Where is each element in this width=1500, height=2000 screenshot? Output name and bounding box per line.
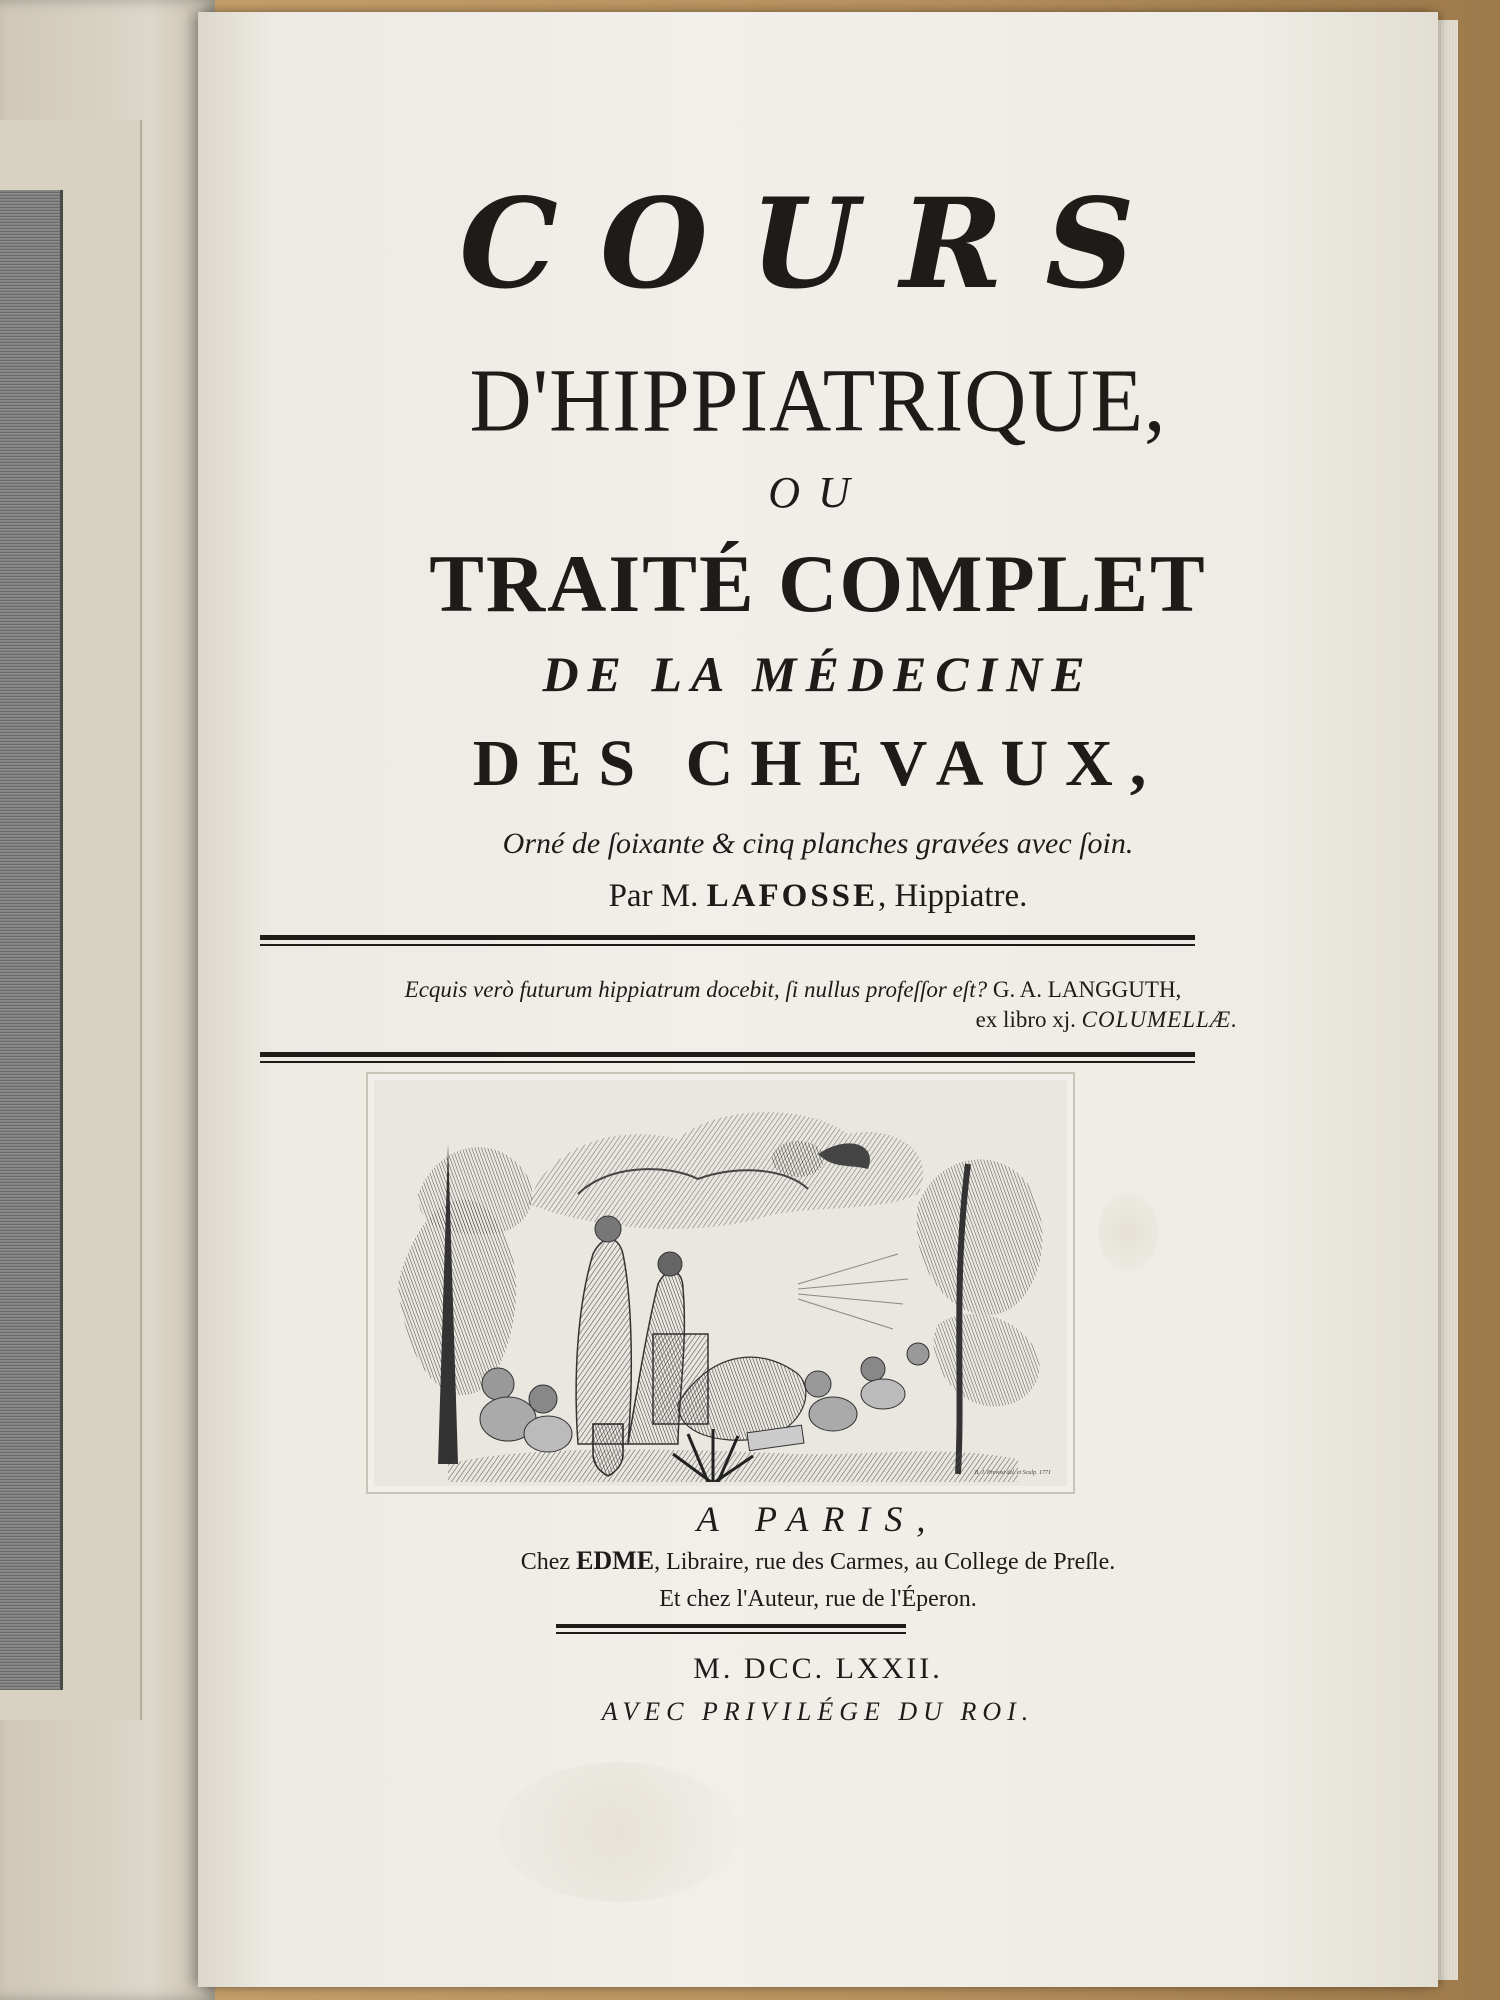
epigraph-source-name: COLUMELLÆ. xyxy=(1081,1007,1238,1032)
paper-stain xyxy=(498,1762,738,1902)
title-de-la-medecine: DE LA MÉDECINE xyxy=(542,646,1094,702)
imprint-publisher-line xyxy=(198,1546,1438,1576)
imprint-privilege: AVEC PRIVILÉGE DU ROI. xyxy=(601,1697,1035,1726)
byline-suffix: , Hippiatre. xyxy=(878,878,1028,914)
imprint-date: M. DCC. LXXII. xyxy=(693,1652,943,1685)
imprint-author-line: Et chez l'Auteur, rue de l'Éperon. xyxy=(659,1586,977,1612)
epigraph-quote-text: Ecquis verò futurum hippiatrum docebit, ſi nullus profeſſor eſt? xyxy=(404,977,988,1002)
engraver-credit: B. J. Prevost del. et Sculp. 1771 xyxy=(974,1470,1051,1476)
rule-top-thick xyxy=(260,935,1195,940)
allegorical-vignette-illustration xyxy=(378,1084,1063,1482)
page-stack-edge xyxy=(1436,20,1458,1980)
epigraph-source xyxy=(288,1007,1298,1033)
imprint-publisher-address: , Libraire, rue des Carmes, au College de Preſle. xyxy=(654,1549,1116,1575)
byline xyxy=(198,878,1438,915)
vignette-plate xyxy=(366,1072,1075,1494)
imprint-city: A PARIS, xyxy=(696,1499,940,1539)
title-des-chevaux: DES CHEVAUX, xyxy=(472,727,1164,800)
title-page xyxy=(198,12,1438,1987)
title-traite-complet: TRAITÉ COMPLET xyxy=(429,538,1207,629)
imprint-publisher-prefix: Chez xyxy=(520,1549,571,1575)
title-ou: OU xyxy=(768,468,868,517)
subtitle-plates: Orné de ſoixante & cinq planches gravées avec ſoin. xyxy=(502,827,1134,860)
rule-top-thin xyxy=(260,944,1195,946)
rule-bottom-thick xyxy=(260,1052,1195,1057)
imprint-publisher-name: EDME xyxy=(576,1546,655,1575)
byline-prefix: Par M. xyxy=(608,878,699,914)
frontispiece-engraving-strip xyxy=(0,190,63,1690)
epigraph-source-prefix: ex libro xj. xyxy=(975,1007,1076,1032)
byline-author: LAFOSSE xyxy=(706,878,879,914)
epigraph-attribution: G. A. LANGGUTH, xyxy=(992,977,1182,1002)
epigraph-quote xyxy=(288,977,1298,1003)
title-hippiatrique: D'HIPPIATRIQUE, xyxy=(469,349,1167,451)
paper-stain xyxy=(1098,1192,1158,1272)
rule-bottom-thin xyxy=(260,1061,1195,1063)
left-page xyxy=(0,0,215,2000)
imprint-rule-thin xyxy=(556,1632,906,1634)
imprint-rule-thick xyxy=(556,1624,906,1628)
title-cours: COURS xyxy=(459,172,1177,317)
